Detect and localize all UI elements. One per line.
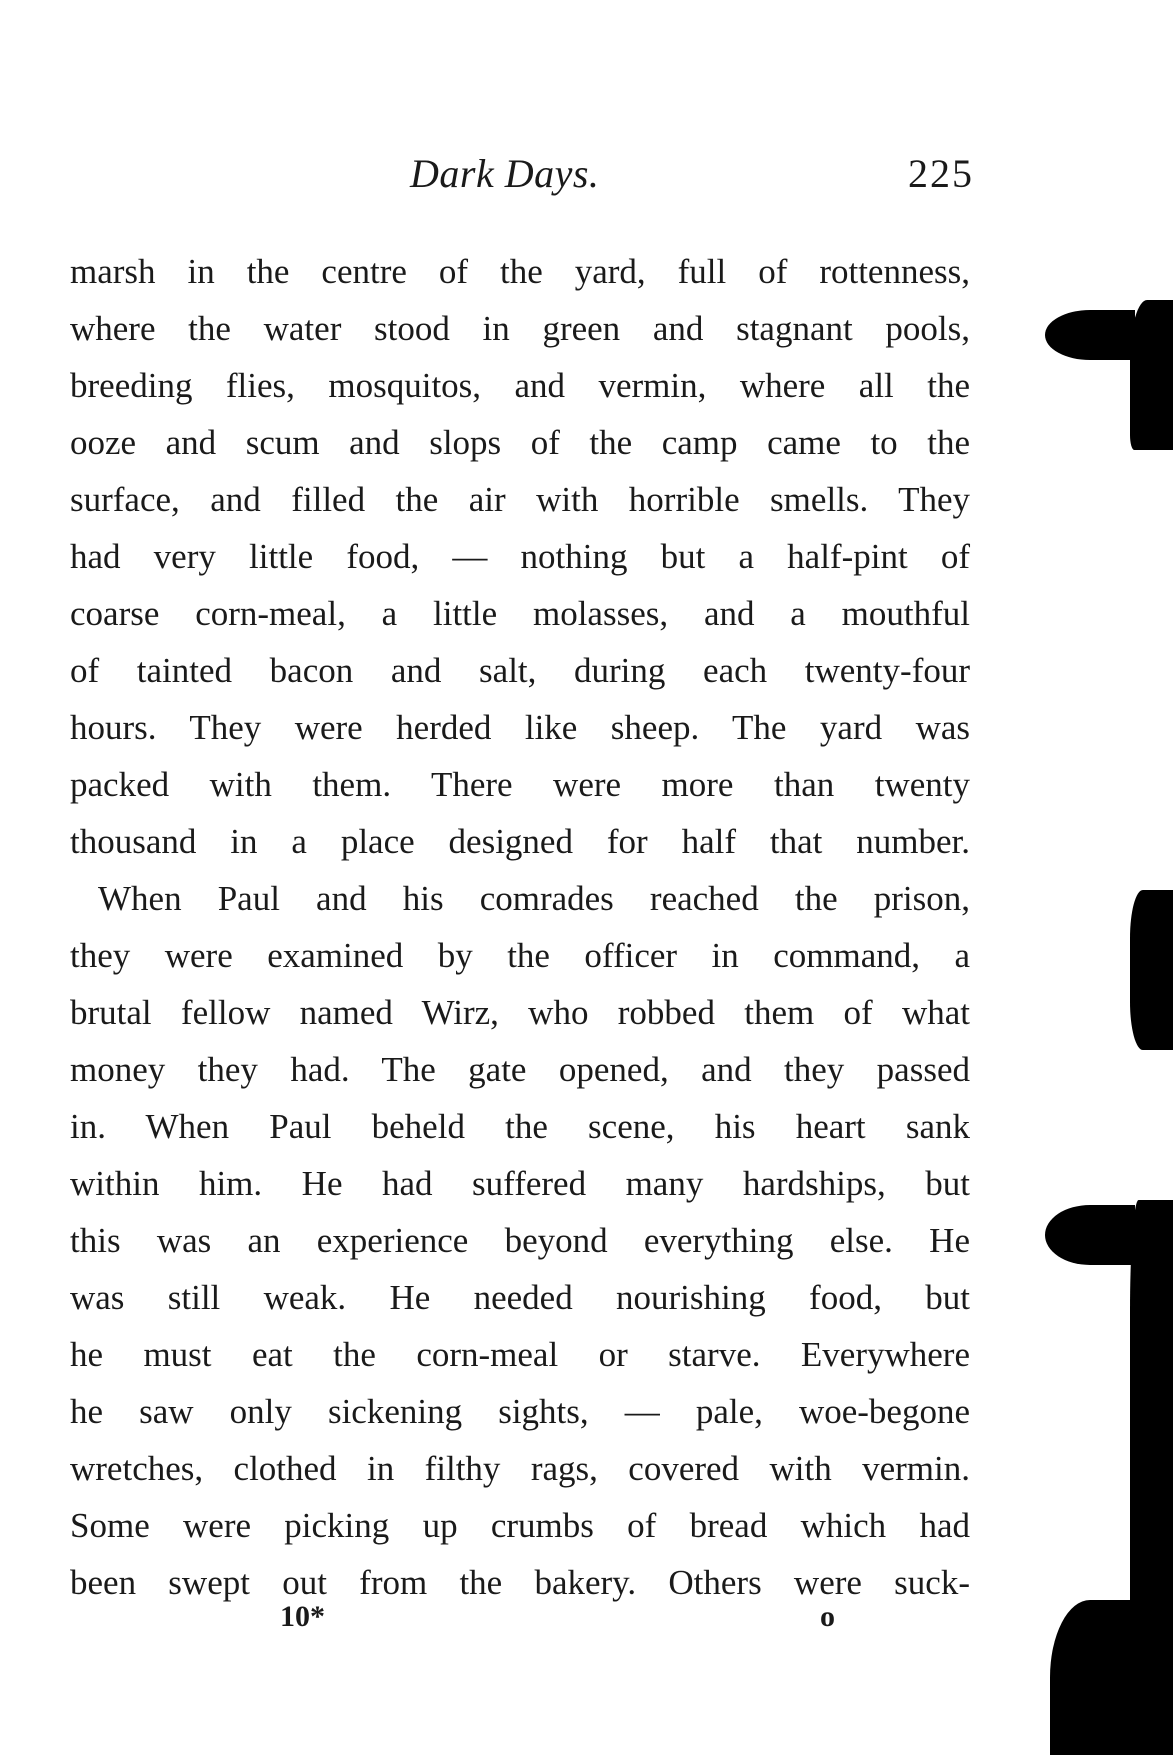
signature-mark: 10* <box>280 1600 325 1633</box>
page-number: 225 <box>908 151 974 196</box>
text-line: brutal fellow named Wirz, who robbed them of what <box>70 993 970 1032</box>
text-line: he saw only sickening sights, — pale, woe-begone <box>70 1392 970 1431</box>
scan-artefact <box>1045 1205 1135 1265</box>
text-line: marsh in the centre of the yard, full of rottenness, <box>70 252 970 291</box>
text-line: they were examined by the officer in command, a <box>70 936 970 975</box>
text-line: hours. They were herded like sheep. The yard was <box>70 708 970 747</box>
text-line: been swept out from the bakery. Others were suck- <box>70 1563 970 1602</box>
text-line: this was an experience beyond everything else. He <box>70 1221 970 1260</box>
body-text <box>70 243 970 1611</box>
text-line: in. When Paul beheld the scene, his heart sank <box>70 1107 970 1146</box>
text-line: he must eat the corn-meal or starve. Everywhere <box>70 1335 970 1374</box>
text-line: had very little food, — nothing but a half-pint of <box>70 537 970 576</box>
text-line: Some were picking up crumbs of bread which had <box>70 1506 970 1545</box>
scan-artefact <box>1050 1600 1130 1755</box>
text-line: where the water stood in green and stagnant pools, <box>70 309 970 348</box>
text-line: thousand in a place designed for half that number. <box>70 822 970 861</box>
text-line: within him. He had suffered many hardships, but <box>70 1164 970 1203</box>
text-line: wretches, clothed in filthy rags, covered with vermin. <box>70 1449 970 1488</box>
running-head <box>70 150 974 210</box>
scan-artefact <box>1130 1200 1173 1755</box>
text-line: packed with them. There were more than twenty <box>70 765 970 804</box>
text-line: ooze and scum and slops of the camp came to the <box>70 423 970 462</box>
text-line: of tainted bacon and salt, during each twenty-four <box>70 651 970 690</box>
sheet-mark: o <box>820 1600 835 1633</box>
text-line: money they had. The gate opened, and they passed <box>70 1050 970 1089</box>
scan-artefact <box>1130 890 1173 1050</box>
text-line: coarse corn-meal, a little molasses, and a mouthful <box>70 594 970 633</box>
text-line: was still weak. He needed nourishing food, but <box>70 1278 970 1317</box>
page-footer <box>70 1600 970 1650</box>
paragraph-start-line: When Paul and his comrades reached the prison, <box>98 879 970 918</box>
text-line: surface, and filled the air with horrible smells. They <box>70 480 970 519</box>
scan-artefact <box>1045 310 1135 360</box>
running-title: Dark Days. <box>410 151 600 196</box>
scan-artefact <box>1130 300 1173 450</box>
text-line: breeding flies, mosquitos, and vermin, where all the <box>70 366 970 405</box>
